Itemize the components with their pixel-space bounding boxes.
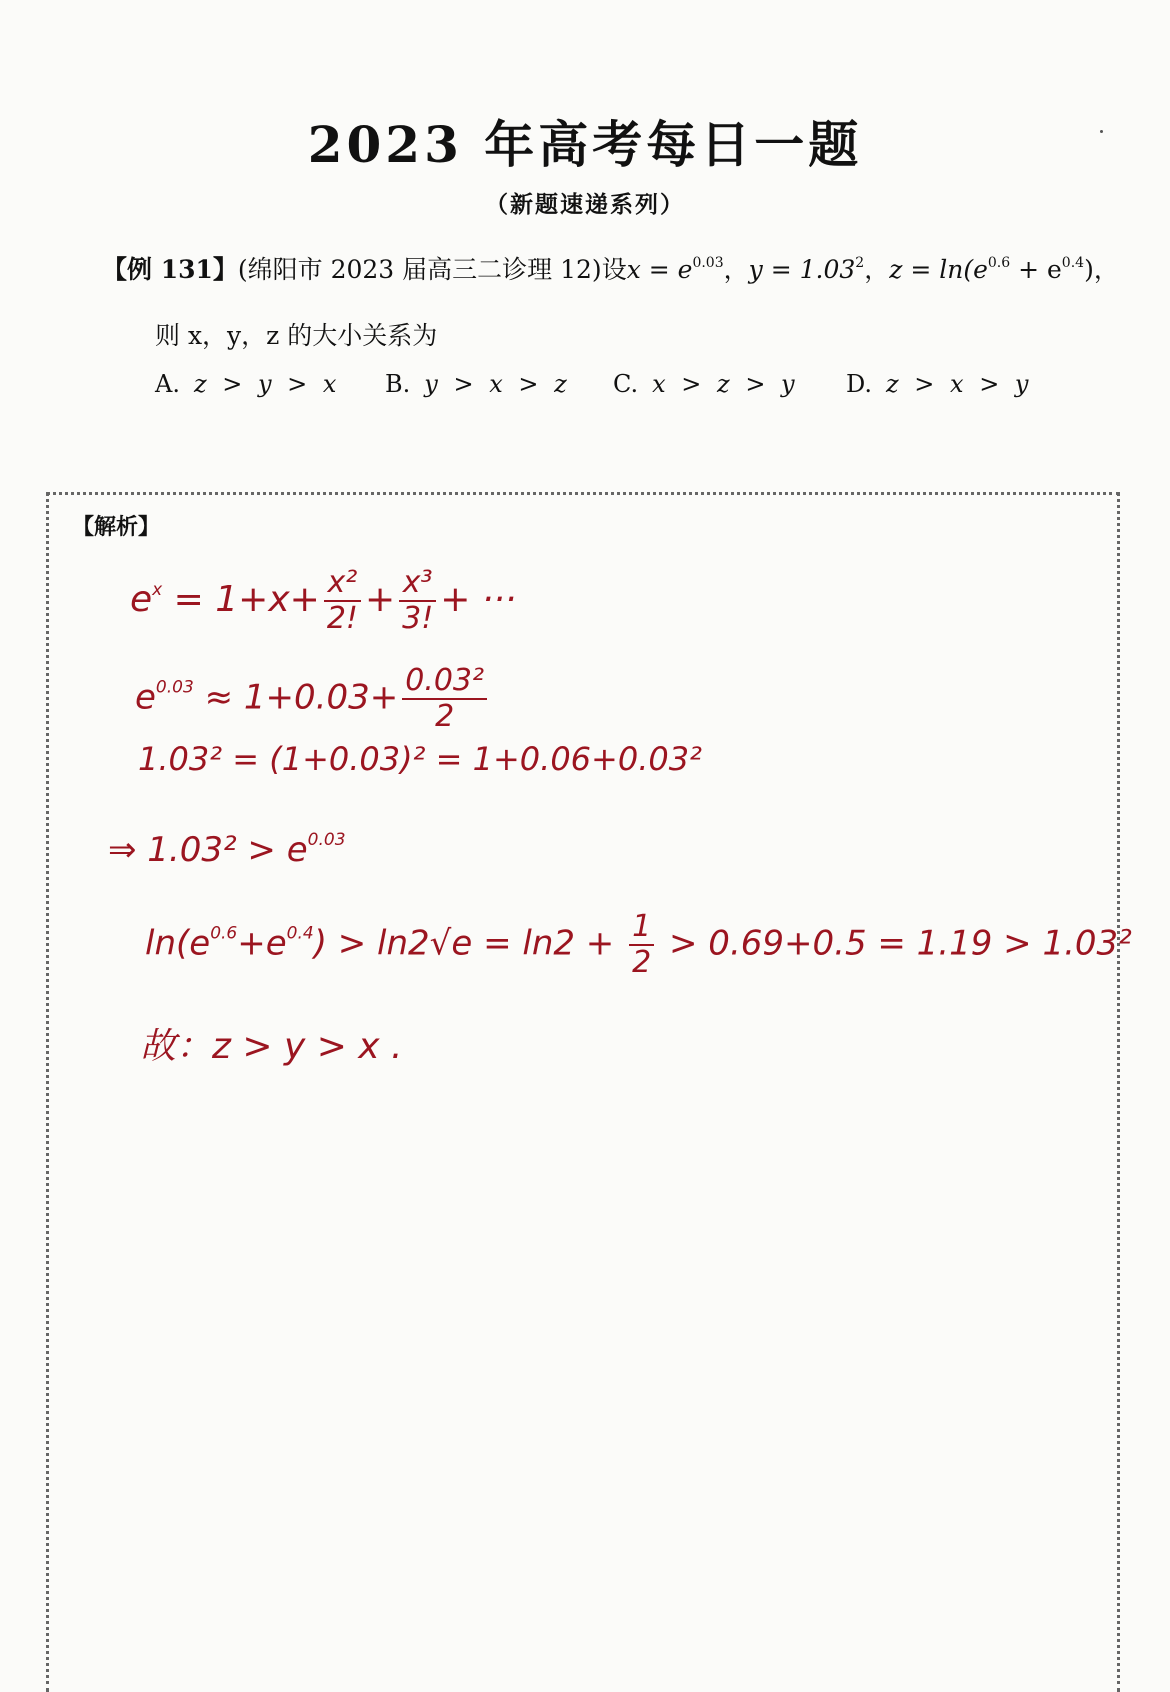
option-a [155,370,340,398]
problem-statement [102,250,1119,286]
option-label: A. [155,370,180,398]
z-definition-part: )， [1084,255,1119,284]
page-title: 2023 年高考每日一题 [307,115,863,174]
z-definition-part: + e [1010,255,1062,284]
handwritten-line-expansion: 1.03² = (1+0.03)² = 1+0.06+0.03² [138,740,702,778]
problem-question: 则 x，y，z 的大小关系为 [155,321,438,350]
handwritten-line-taylor-series: $e^x = 1+x+$ $\frac{\text{x²}}{2!}$ + $\frac{\text{x³}}{3!}$ + ··· [130,565,517,636]
option-text: x > z > y [652,370,799,398]
y-definition: y = 1.03 [748,255,856,284]
z-exponent: 0.4 [1061,255,1085,271]
paper-speck [1100,130,1103,133]
separator: ， [864,255,890,284]
x-definition: x = e [626,255,693,284]
separator: ， [723,255,749,284]
y-exponent: 2 [855,255,865,271]
x-exponent: 0.03 [692,255,724,271]
problem-source: (绵阳市 2023 届高三二诊理 12) [237,255,602,284]
option-label: B. [385,370,411,398]
z-definition-part: z = ln(e [889,255,988,284]
handwritten-line-approximation: $e^{0.03} \approx 1+0.03+$ $\frac{\text{0.03²}}{2}$ [135,664,491,734]
fraction: $\frac{\text{x³}}{3!}$ [399,566,436,636]
problem-stem-prefix: 设 [601,255,627,284]
option-c [613,370,799,398]
option-text: z > x > y [886,370,1033,398]
handwritten-line-log-bound: $\ln(e^{0.6}+e^{0.4}) > \ln 2√e = \ln 2$ + $\frac{1}{2}$ > 0.69+0.5 = 1.19 > 1.03² [145,909,1132,980]
option-b [385,370,571,398]
fraction: $\frac{1}{2}$ [629,910,654,980]
handwritten-line-conclusion: 故：z > y > x . [140,1026,403,1067]
option-text: z > y > x [193,370,341,398]
option-d [846,370,1033,398]
solution-label: 【解析】 [72,515,161,540]
fraction: $\frac{\text{x²}}{2!}$ [324,566,361,636]
handwritten-line-comparison: ⇒ $1.03^2 > e^{0.03}$ [108,830,346,870]
z-exponent: 0.6 [987,255,1011,271]
option-text: y > x > z [424,370,571,398]
page-subtitle: （新题速递系列） [485,191,685,218]
option-label: C. [613,370,639,398]
fraction: $\frac{\text{0.03²}}{2}$ [402,664,487,734]
problem-tag: 【例 131】 [102,255,238,284]
option-label: D. [846,370,873,398]
